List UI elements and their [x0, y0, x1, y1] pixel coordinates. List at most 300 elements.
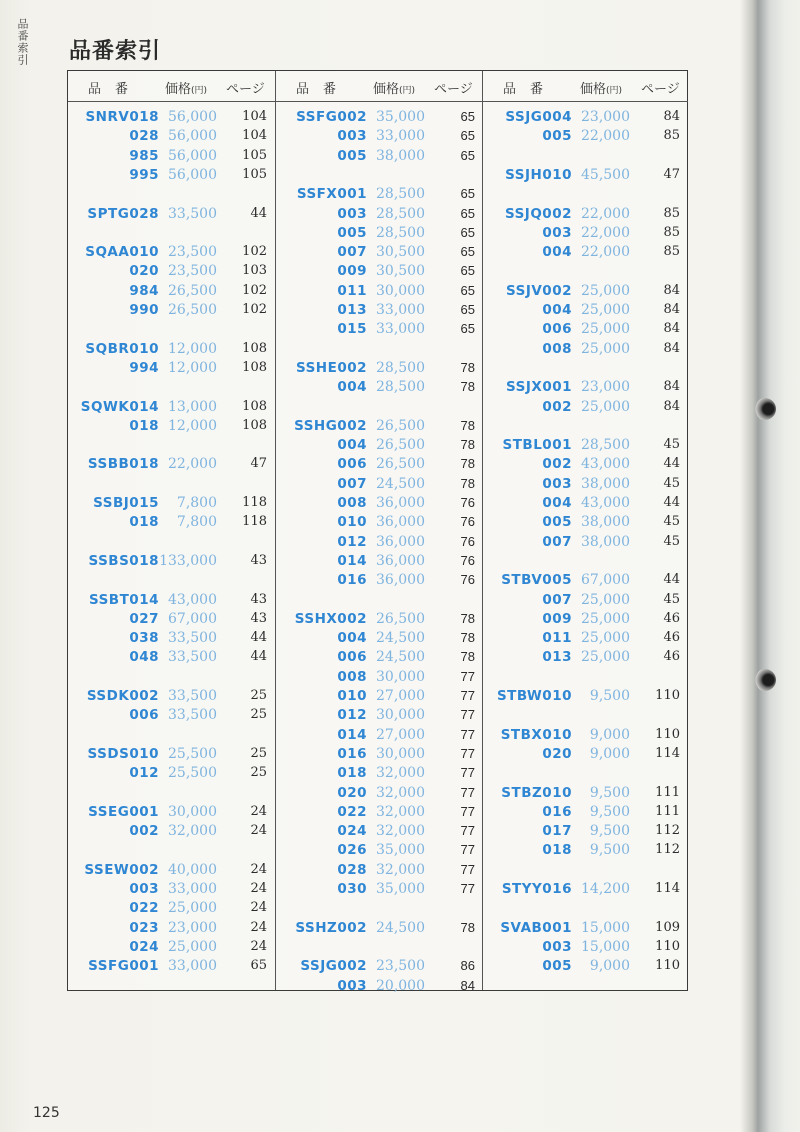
- part-code: SSFG002: [296, 109, 367, 125]
- table-row: [483, 727, 688, 746]
- table-row: [68, 688, 275, 707]
- page-ref: 46: [663, 630, 680, 646]
- price: 9,000: [589, 726, 630, 743]
- part-code: 004: [337, 379, 367, 396]
- table-row: [276, 553, 483, 572]
- price: 30,000: [168, 803, 217, 820]
- table-row: [483, 379, 688, 398]
- part-code: 005: [542, 958, 572, 975]
- page-ref: 44: [250, 205, 267, 221]
- price: 25,000: [581, 610, 630, 627]
- table-row: [276, 109, 483, 128]
- table-row: [483, 476, 688, 495]
- part-code: 018: [129, 417, 159, 434]
- page-ref: 84: [460, 977, 475, 993]
- table-row: [276, 456, 483, 475]
- page-ref: 65: [460, 282, 475, 298]
- part-code: 011: [542, 630, 572, 647]
- price: 36,000: [376, 572, 425, 589]
- part-code: SSFX001: [296, 186, 367, 203]
- price: 26,500: [376, 610, 425, 627]
- part-code: SSJG002: [300, 958, 367, 975]
- table-row: [276, 611, 483, 630]
- header-price: 価格(円): [580, 82, 623, 97]
- part-code: SSBT014: [88, 591, 159, 608]
- price: 25,000: [168, 938, 217, 955]
- part-code: 008: [542, 340, 572, 357]
- price: 25,000: [581, 321, 630, 338]
- page-ref: 65: [460, 147, 475, 163]
- table-row: [483, 225, 688, 244]
- table-row: [276, 727, 483, 746]
- page-ref: 77: [460, 881, 475, 896]
- price: 30,000: [376, 745, 425, 762]
- table-row: [68, 592, 275, 611]
- price: 33,500: [168, 630, 217, 647]
- page-ref: 110: [655, 938, 680, 954]
- price: 25,000: [581, 649, 630, 666]
- table-row: [483, 109, 688, 128]
- price: 22,000: [581, 244, 630, 261]
- price: 36,000: [376, 552, 425, 569]
- part-code: 006: [337, 649, 367, 666]
- part-code: 005: [337, 224, 367, 241]
- index-column-2: [275, 71, 483, 994]
- index-column-3: [482, 71, 688, 990]
- table-row: [483, 881, 688, 900]
- table-row: [276, 148, 483, 167]
- price: 26,500: [376, 456, 425, 473]
- table-row: [68, 958, 275, 977]
- part-code: 026: [337, 842, 367, 859]
- part-code: SSDK002: [86, 688, 159, 704]
- price: 23,000: [581, 379, 630, 396]
- part-code: 995: [129, 166, 159, 183]
- page-ref: 114: [655, 745, 680, 761]
- page-ref: 44: [663, 456, 680, 472]
- table-row: [276, 823, 483, 842]
- table-row: [276, 804, 483, 823]
- table-row: [276, 958, 483, 977]
- price: 23,500: [168, 263, 217, 280]
- page-ref: 84: [663, 398, 680, 414]
- part-code: 013: [337, 302, 367, 318]
- price: 23,500: [168, 244, 217, 261]
- page-ref: 25: [250, 688, 267, 703]
- page-ref: 78: [460, 630, 475, 646]
- page-ref: 65: [250, 958, 267, 974]
- page-ref: 102: [242, 282, 267, 298]
- page-ref: 24: [250, 823, 267, 839]
- page-ref: 77: [460, 823, 475, 839]
- page-ref: 108: [242, 340, 267, 356]
- table-row: [276, 881, 483, 900]
- column-header: [276, 71, 483, 102]
- header-code: 品番: [296, 82, 351, 97]
- price: 9,500: [589, 803, 630, 820]
- part-code: 010: [337, 688, 367, 704]
- table-row: [68, 399, 275, 418]
- price: 9,000: [589, 958, 630, 975]
- table-row: [276, 534, 483, 553]
- page-ref: 112: [655, 842, 680, 858]
- price: 24,500: [376, 649, 425, 666]
- price: 12,000: [168, 340, 217, 357]
- price: 43,000: [168, 591, 217, 608]
- table-row: [276, 283, 483, 302]
- part-code: SSFG001: [88, 958, 159, 975]
- header-code: 品番: [88, 82, 143, 97]
- price: 33,000: [376, 128, 425, 145]
- table-row: [276, 862, 483, 881]
- table-row: [276, 514, 483, 533]
- part-code: 016: [337, 572, 367, 589]
- column-header: [483, 71, 688, 102]
- price: 25,500: [168, 745, 217, 762]
- page-ref: 77: [460, 842, 475, 858]
- table-row: [276, 649, 483, 668]
- page-ref: 77: [460, 765, 475, 781]
- table-row: [276, 746, 483, 765]
- price: 32,000: [376, 823, 425, 840]
- table-row: [68, 649, 275, 668]
- part-number-index-table: [67, 70, 688, 994]
- part-code: 016: [337, 745, 367, 762]
- table-row: [68, 148, 275, 167]
- table-row: [276, 920, 483, 939]
- price: 30,500: [376, 244, 425, 261]
- table-row: [483, 958, 688, 977]
- table-row: [483, 804, 688, 823]
- page-ref: 65: [460, 244, 475, 260]
- table-row: [68, 263, 275, 282]
- page-ref: 85: [663, 205, 680, 221]
- part-code: STYY016: [501, 881, 572, 897]
- table-row: [483, 302, 688, 321]
- price: 33,500: [168, 205, 217, 222]
- part-code: SSHZ002: [295, 919, 367, 936]
- price: 26,500: [376, 417, 425, 434]
- header-page: ページ: [434, 82, 473, 97]
- page-ref: 45: [663, 533, 680, 549]
- part-code: SSEG001: [88, 803, 159, 820]
- price: 56,000: [168, 166, 217, 183]
- table-row: [276, 244, 483, 263]
- part-code: 018: [337, 765, 367, 782]
- part-code: SSEW002: [84, 861, 159, 878]
- price: 15,000: [581, 919, 630, 936]
- header-price: 価格(円): [165, 82, 208, 97]
- page-ref: 84: [663, 340, 680, 356]
- price: 133,000: [159, 552, 217, 569]
- page-ref: 110: [655, 688, 680, 703]
- price: 9,500: [589, 823, 630, 840]
- page-ref: 114: [655, 881, 680, 896]
- part-code: SNRV018: [85, 109, 159, 125]
- part-code: 007: [337, 244, 367, 261]
- page-ref: 76: [460, 514, 475, 530]
- table-row: [276, 225, 483, 244]
- table-row: [68, 456, 275, 475]
- price: 23,000: [581, 109, 630, 125]
- page-ref: 111: [655, 784, 680, 800]
- table-row: [68, 746, 275, 765]
- part-code: 003: [542, 475, 572, 492]
- price: 26,500: [168, 302, 217, 318]
- part-code: 004: [337, 437, 367, 454]
- price: 38,000: [581, 475, 630, 492]
- price: 28,500: [376, 186, 425, 203]
- page-ref: 43: [250, 610, 267, 626]
- part-code: 015: [337, 321, 367, 338]
- table-row: [276, 379, 483, 398]
- price: 28,500: [376, 359, 425, 376]
- page-ref: 78: [460, 456, 475, 472]
- table-row: [276, 842, 483, 861]
- table-row: [276, 785, 483, 804]
- part-code: 003: [542, 938, 572, 955]
- price: 30,000: [376, 668, 425, 685]
- table-row: [483, 283, 688, 302]
- page-ref: 76: [460, 495, 475, 510]
- part-code: 012: [337, 707, 367, 724]
- table-row: [483, 128, 688, 147]
- page-ref: 44: [250, 630, 267, 646]
- price: 67,000: [581, 572, 630, 589]
- table-row: [483, 688, 688, 707]
- page-ref: 108: [242, 417, 267, 433]
- price: 56,000: [168, 147, 217, 164]
- page-ref: 47: [250, 456, 267, 472]
- price: 13,000: [168, 398, 217, 415]
- price: 28,500: [376, 205, 425, 222]
- price: 67,000: [168, 610, 217, 627]
- table-row: [68, 341, 275, 360]
- table-row: [276, 263, 483, 282]
- table-row: [276, 128, 483, 147]
- page-ref: 118: [242, 514, 267, 530]
- price: 27,000: [376, 726, 425, 743]
- part-code: 004: [542, 495, 572, 511]
- table-row: [68, 804, 275, 823]
- part-code: 002: [542, 398, 572, 415]
- price: 35,000: [376, 881, 425, 897]
- part-code: STBZ010: [501, 784, 572, 801]
- part-code: SQWK014: [80, 398, 159, 415]
- table-row: [68, 823, 275, 842]
- price: 36,000: [376, 533, 425, 550]
- page-ref: 43: [250, 552, 267, 568]
- part-code: 985: [129, 147, 159, 164]
- table-row: [483, 630, 688, 649]
- price: 43,000: [581, 456, 630, 473]
- table-row: [276, 495, 483, 514]
- page-ref: 65: [460, 186, 475, 202]
- table-row: [68, 109, 275, 128]
- page-ref: 105: [242, 166, 267, 182]
- part-code: 006: [129, 707, 159, 724]
- part-code: 990: [129, 302, 159, 318]
- price: 36,000: [376, 514, 425, 531]
- part-code: 022: [337, 803, 367, 820]
- part-code: 003: [337, 128, 367, 145]
- table-row: [68, 495, 275, 514]
- page-ref: 45: [663, 475, 680, 491]
- price: 33,500: [168, 688, 217, 704]
- table-row: [276, 437, 483, 456]
- part-code: 008: [337, 495, 367, 511]
- page-ref: 110: [655, 726, 680, 742]
- price: 43,000: [581, 495, 630, 511]
- page-ref: 77: [460, 707, 475, 723]
- part-code: 024: [337, 823, 367, 840]
- page-ref: 44: [663, 572, 680, 588]
- table-row: [483, 534, 688, 553]
- price: 33,000: [168, 958, 217, 975]
- table-row: [483, 746, 688, 765]
- table-row: [68, 283, 275, 302]
- page-ref: 85: [663, 128, 680, 144]
- table-row: [68, 167, 275, 186]
- page-ref: 78: [460, 417, 475, 433]
- part-code: 003: [129, 881, 159, 897]
- price: 9,500: [589, 842, 630, 859]
- page-ref: 118: [242, 495, 267, 510]
- part-code: 027: [129, 610, 159, 627]
- table-row: [483, 920, 688, 939]
- page-ref: 78: [460, 919, 475, 935]
- price: 20,000: [376, 977, 425, 994]
- table-row: [483, 244, 688, 263]
- page-ref: 24: [250, 881, 267, 896]
- part-code: 003: [337, 205, 367, 222]
- price: 35,000: [376, 109, 425, 125]
- price: 33,500: [168, 707, 217, 724]
- page-ref: 47: [663, 166, 680, 182]
- price: 33,000: [168, 881, 217, 897]
- part-code: 018: [129, 514, 159, 531]
- price: 33,000: [376, 321, 425, 338]
- part-code: SSDS010: [87, 745, 159, 762]
- price: 32,000: [168, 823, 217, 840]
- page-ref: 78: [460, 610, 475, 626]
- part-code: 010: [337, 514, 367, 531]
- page-ref: 77: [460, 726, 475, 742]
- page-ref: 45: [663, 514, 680, 530]
- price: 25,000: [581, 340, 630, 357]
- table-row: [68, 707, 275, 726]
- table-row: [276, 302, 483, 321]
- page-ref: 77: [460, 784, 475, 800]
- part-code: SQBR010: [85, 340, 159, 357]
- table-row: [483, 823, 688, 842]
- table-row: [68, 900, 275, 919]
- table-row: [276, 978, 483, 997]
- price: 24,500: [376, 475, 425, 492]
- part-code: 004: [337, 630, 367, 647]
- part-code: STBX010: [500, 726, 572, 743]
- price: 24,500: [376, 919, 425, 936]
- table-row: [483, 495, 688, 514]
- part-code: STBL001: [502, 437, 572, 454]
- table-row: [68, 128, 275, 147]
- table-row: [276, 476, 483, 495]
- page-ref: 76: [460, 572, 475, 588]
- part-code: 028: [129, 128, 159, 145]
- price: 56,000: [168, 128, 217, 145]
- price: 25,000: [581, 398, 630, 415]
- table-row: [68, 939, 275, 958]
- page-ref: 65: [460, 128, 475, 144]
- page-ref: 25: [250, 765, 267, 781]
- page-ref: 25: [250, 745, 267, 761]
- part-code: 002: [542, 456, 572, 473]
- part-code: SSHG002: [294, 417, 367, 434]
- table-row: [68, 514, 275, 533]
- table-row: [483, 592, 688, 611]
- part-code: SVAB001: [500, 919, 572, 936]
- part-code: 022: [129, 900, 159, 917]
- page-ref: 78: [460, 359, 475, 375]
- part-code: SSJH010: [505, 166, 572, 183]
- index-column-1: [68, 71, 275, 990]
- table-row: [68, 302, 275, 321]
- part-code: 003: [542, 224, 572, 241]
- price: 14,200: [581, 881, 630, 897]
- price: 45,500: [581, 166, 630, 183]
- price: 33,000: [376, 302, 425, 318]
- table-row: [68, 360, 275, 379]
- part-code: 984: [129, 282, 159, 299]
- price: 22,000: [168, 456, 217, 473]
- page-ref: 108: [242, 398, 267, 414]
- part-code: 994: [129, 359, 159, 376]
- price: 25,000: [581, 302, 630, 318]
- table-row: [483, 939, 688, 958]
- price: 32,000: [376, 861, 425, 878]
- part-code: 005: [542, 128, 572, 145]
- page-ref: 77: [460, 668, 475, 684]
- table-row: [483, 341, 688, 360]
- page-ref: 102: [242, 244, 267, 260]
- page-ref: 104: [242, 128, 267, 144]
- page-ref: 76: [460, 552, 475, 568]
- page-ref: 84: [663, 302, 680, 317]
- part-code: 020: [542, 745, 572, 762]
- part-code: 003: [337, 977, 367, 994]
- table-row: [68, 630, 275, 649]
- table-row: [483, 649, 688, 668]
- price: 9,000: [589, 745, 630, 762]
- part-code: 018: [542, 842, 572, 859]
- price: 7,800: [176, 514, 217, 531]
- page-ref: 109: [655, 919, 680, 935]
- price: 28,500: [581, 437, 630, 454]
- part-code: SPTG028: [87, 205, 159, 222]
- page-ref: 65: [460, 224, 475, 240]
- price: 28,500: [376, 224, 425, 241]
- part-code: 009: [337, 263, 367, 280]
- part-code: 005: [542, 514, 572, 531]
- page-ref: 78: [460, 379, 475, 395]
- part-code: 006: [542, 321, 572, 338]
- column-header: [68, 71, 275, 102]
- page-ref: 112: [655, 823, 680, 839]
- price: 27,000: [376, 688, 425, 704]
- part-code: 048: [129, 649, 159, 666]
- section-side-tab: 品番索引: [16, 18, 29, 66]
- table-row: [483, 611, 688, 630]
